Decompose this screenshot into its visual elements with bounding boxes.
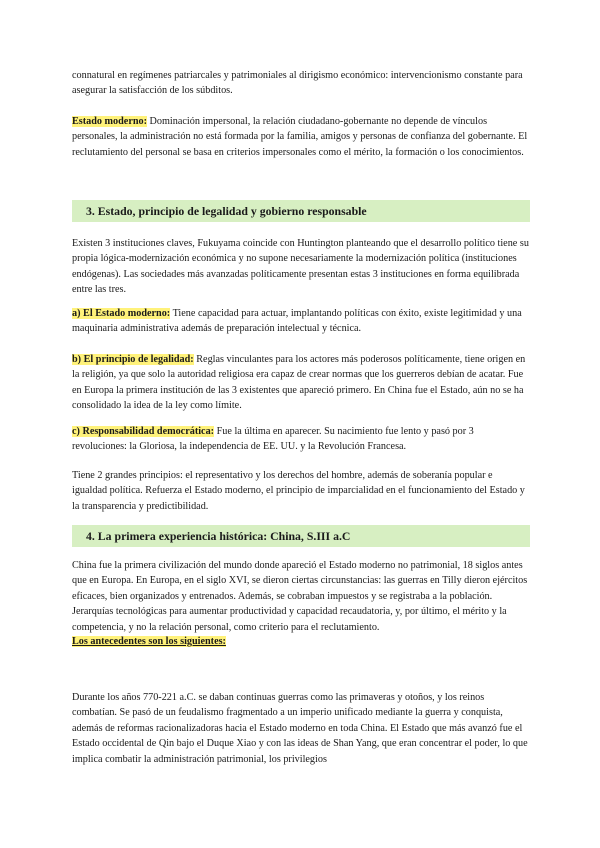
antecedentes-title: Los antecedentes son los siguientes:	[72, 636, 226, 647]
section-heading-3: 3. Estado, principio de legalidad y gobierno responsable	[72, 200, 530, 222]
paragraph-china: China fue la primera civilización del mundo donde apareció el Estado moderno no patrimonial, 18 siglos antes que en Europa. En Europa, en el siglo XVI, se dieron ciertas circunstancias: las guerras en Tilly dieron ejércitos eficaces, bien organizados y entrenados. Además, se cobraban impuestos y se registraba a la población. Jerarquías tecnológicas para aumentar productividad y capacidad recaudatoria, y, por último, el mérito y la competencia, y no la relación personal, como criterio para el reclutamiento.	[72, 560, 528, 633]
item-c-text: Fue la última en aparecer. Su nacimiento fue lento y pasó por 3 revoluciones: la Gloriosa, la independencia de EE. UU. y la Revolución Francesa.	[72, 426, 474, 453]
paragraph-item-c	[72, 424, 530, 455]
paragraph-antecedentes: Durante los años 770-221 a.C. se daban continuas guerras como las primaveras y otoños, y los reinos combatían. Se pasó de un feudalismo fragmentado a un imperio unificado mediante la guerra y conquista, además de reformas racionalizadoras hacia el Estado moderno en toda China. El Estado que más avanzó fue el Estado occidental de Qin bajo el Duque Xiao y con las ideas de Shan Yang, que eran concentrar el poder, lo que implica combatir la administración patrimonial, los privilegios	[72, 692, 528, 765]
definition-text: Dominación impersonal, la relación ciudadano-gobernante no depende de vínculos personales, la administración no está formada por la familia, amigos y personas de confianza del gobernante. El reclutamiento del personal se basa en criterios impersonales como el mérito, la formación o los conocimientos.	[72, 116, 528, 158]
term-b: b) El principio de legalidad:	[72, 354, 194, 365]
paragraph-item-b	[72, 352, 530, 414]
paragraph-instituciones: Existen 3 instituciones claves, Fukuyama coincide con Huntington planteando que el desarrollo político tiene su propia lógica-modernización económica y no supone necesariamente la modernización política (instituciones endógenas). Las sociedades más avanzadas políticamente presentan estas 3 instituciones en forma equilibrada entre las tres.	[72, 238, 529, 296]
antecedentes-title-line	[72, 634, 530, 649]
term-a: a) El Estado moderno:	[72, 308, 171, 319]
term-estado-moderno: Estado moderno:	[72, 116, 147, 127]
term-c: c) Responsabilidad democrática:	[72, 426, 215, 437]
section-heading-4: 4. La primera experiencia histórica: China, S.III a.C	[72, 525, 530, 547]
item-a-text: Tiene capacidad para actuar, implantando políticas con éxito, existe legitimidad y una maquinaria administrativa además de preparación intelectual y técnica.	[72, 308, 522, 335]
paragraph-item-a	[72, 306, 530, 337]
item-b-text: Reglas vinculantes para los actores más poderosos políticamente, tiene origen en la religión, ya que solo la autoridad religiosa era capaz de crear normas que los guerreros debían de acatar. Fue en Europa la primera institución de las 3 existentes que apareció primero. En China fue el Estado, aún no se ha consolidado la idea de la ley como límite.	[72, 354, 526, 412]
paragraph-intro: connatural en regímenes patriarcales y patrimoniales al dirigismo económico: intervencionismo constante para asegurar la satisfacción de los súbditos.	[72, 70, 523, 97]
paragraph-estado-moderno-definition	[72, 114, 530, 160]
paragraph-principios: Tiene 2 grandes principios: el representativo y los derechos del hombre, además de soberanía popular e igualdad política. Refuerza el Estado moderno, el principio de imparcialidad en el funcionamiento del Estado y la transparencia y predictibilidad.	[72, 470, 525, 512]
